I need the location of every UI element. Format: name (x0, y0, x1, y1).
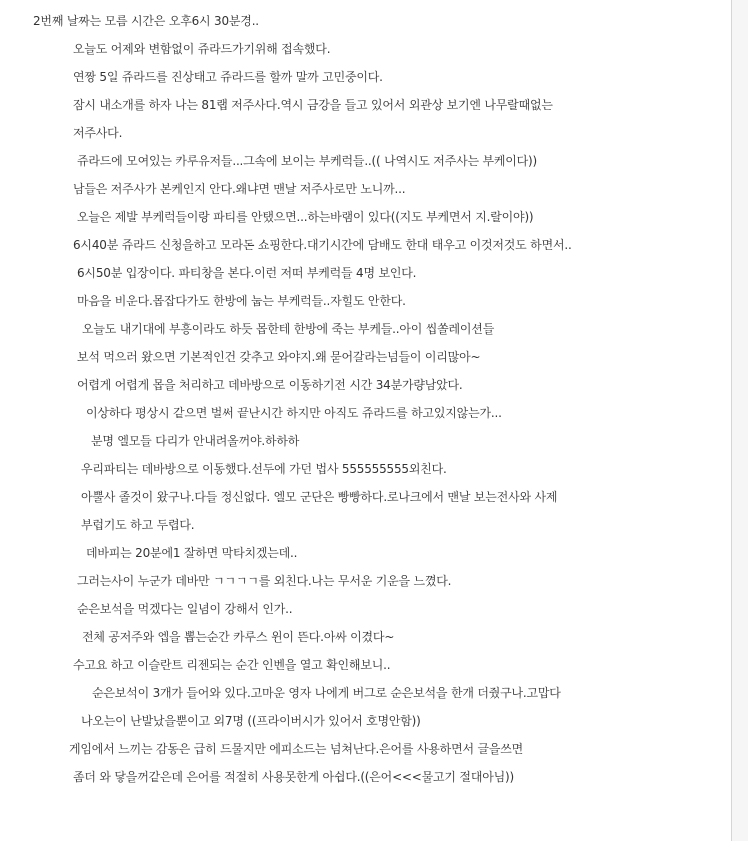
post-line: 2번째 날짜는 모름 시간은 오후6시 30분경.. (33, 14, 259, 28)
post-line: 남들은 저주사가 본케인지 안다.왜냐면 맨날 저주사로만 노니까... (73, 182, 406, 196)
post-line: 6시50분 입장이다. 파티창을 본다.이런 저떠 부케럭들 4명 보인다. (77, 266, 417, 280)
post-line: 어렵게 어렵게 몹을 처리하고 데바방으로 이동하기전 시간 34분가량남았다. (77, 378, 463, 392)
post-line: 나오는이 난발났을뿐이고 외7명 ((프라이버시가 있어서 호명안함)) (81, 714, 421, 728)
post-line: 전체 공저주와 엡을 뽑는순간 카루스 윈이 뜬다.아싸 이겼다~ (82, 630, 395, 644)
post-line: 저주사다. (73, 126, 123, 140)
right-margin (732, 0, 748, 841)
post-line: 수고요 하고 이슬란트 리젠되는 순간 인벤을 열고 확인해보니.. (73, 658, 391, 672)
post-line: 순은보석을 먹겠다는 일념이 강해서 인가.. (77, 602, 293, 616)
post-line: 쥬라드에 모여있는 카루유저들...그속에 보이는 부케럭들..(( 나역시도 저주사는 부케이다)) (77, 154, 538, 168)
post-line: 그러는사이 누군가 데바만 ㄱㄱㄱㄱ를 외친다.나는 무서운 기운을 느꼈다. (77, 574, 452, 588)
post-line: 오늘은 제발 부케럭들이랑 파티를 안탰으면...하는바램이 있다((지도 부케면서 지.랄이야)) (77, 210, 534, 224)
post-line: 좀더 와 닿을꺼같은데 은어를 적절히 사용못한게 아쉽다.((은어<<<물고기 절대아님)) (73, 770, 514, 784)
post-line: 연짱 5일 쥬라드를 진상태고 쥬라드를 할까 말까 고민중이다. (73, 70, 383, 84)
post-line: 보석 먹으러 왔으면 기본적인건 갖추고 와야지.왜 묻어갈라는넘들이 이리많아~ (77, 350, 481, 364)
post-line: 아뿔사 졸것이 왔구나.다들 정신없다. 엘모 군단은 빵빵하다.로나크에서 맨날 보는전사와 사제 (81, 490, 558, 504)
post-line: 6시40분 쥬라드 신청을하고 모라돈 쇼핑한다.대기시간에 담배도 한대 태우고 이것저것도 하면서.. (73, 238, 572, 252)
post-line: 우리파티는 데바방으로 이동했다.선두에 가던 법사 555555555외친다. (81, 462, 447, 476)
post-line: 잠시 내소개를 하자 나는 81랩 저주사다.역시 금강을 들고 있어서 외관상 보기엔 나무랄때없는 (73, 98, 553, 112)
post-line: 오늘도 어제와 변함없이 쥬라드가기위해 접속했다. (73, 42, 331, 56)
post-line: 오늘도 내기대에 부흥이라도 하듯 몹한테 한방에 죽는 부케들..아이 씹쏠레이션들 (82, 322, 495, 336)
post-line: 부럽기도 하고 두렵다. (81, 518, 195, 532)
post-line: 순은보석이 3개가 들어와 있다.고마운 영자 나에게 버그로 순은보석을 한개 더줬구나.고맙다 (92, 686, 561, 700)
post-line: 분명 엘모들 다리가 안내려올꺼야.하하하 (91, 434, 300, 448)
post-line: 마음을 비운다.몹잡다가도 한방에 눕는 부케럭들..자힐도 안한다. (77, 294, 406, 308)
post-line: 데바피는 20분에1 잘하면 막타치겠는데.. (86, 546, 298, 560)
post-line: 게임에서 느끼는 감동은 급히 드물지만 에피소드는 넘쳐난다.은어를 사용하면서 글을쓰면 (69, 742, 524, 756)
post-line: 이상하다 평상시 같으면 벌써 끝난시간 하지만 아직도 쥬라드를 하고있지않는가... (86, 406, 502, 420)
